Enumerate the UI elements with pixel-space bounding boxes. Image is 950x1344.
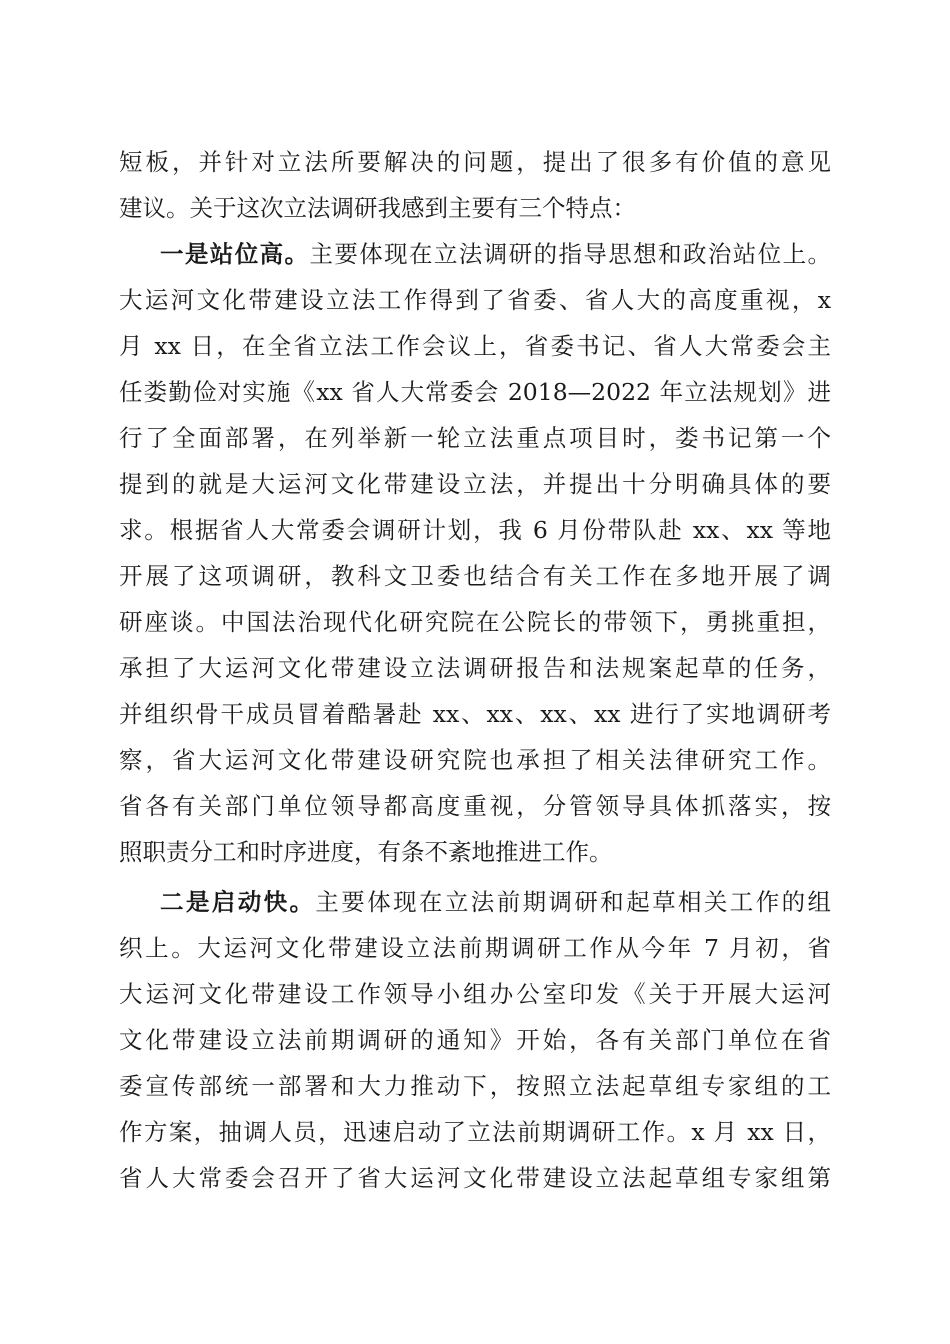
section1-line: 开展了这项调研，教科文卫委也结合有关工作在多地开展了调 <box>119 562 831 590</box>
section1-line: 任娄勤俭对实施《xx 省人大常委会 2018—2022 年立法规划》进 <box>119 378 831 406</box>
section1-line: 行了全面部署，在列举新一轮立法重点项目时，娄书记第一个 <box>119 424 831 452</box>
intro-line-1: 短板，并针对立法所要解决的问题，提出了很多有价值的意见 <box>119 148 831 176</box>
section2-line: 委宣传部统一部署和大力推动下，按照立法起草组专家组的工 <box>119 1072 831 1100</box>
section1-line: 大运河文化带建设立法工作得到了省委、省人大的高度重视，x <box>119 286 831 314</box>
section1-line: 研座谈。中国法治现代化研究院在公院长的带领下，勇挑重担， <box>119 608 831 636</box>
section2-line: 大运河文化带建设工作领导小组办公室印发《关于开展大运河 <box>119 980 831 1008</box>
section2-first-line-text: 主要体现在立法前期调研和起草相关工作的组 <box>315 888 832 916</box>
section1-line: 察，省大运河文化带建设研究院也承担了相关法律研究工作。 <box>119 746 831 774</box>
section1-line: 承担了大运河文化带建设立法调研报告和法规案起草的任务， <box>119 654 831 682</box>
section2-first-line <box>160 882 831 922</box>
section2-line: 织上。大运河文化带建设立法前期调研工作从今年 7 月初，省 <box>119 934 831 962</box>
section2-line: 文化带建设立法前期调研的通知》开始，各有关部门单位在省 <box>119 1026 831 1054</box>
section1-line: 月 xx 日，在全省立法工作会议上，省委书记、省人大常委会主 <box>119 332 831 360</box>
section2-line: 省人大常委会召开了省大运河文化带建设立法起草组专家组第 <box>119 1164 831 1192</box>
intro-line-2: 建议。关于这次立法调研我感到主要有三个特点： <box>119 194 636 222</box>
section1-lead: 一是站位高。 <box>160 240 310 268</box>
section1-line: 并组织骨干成员冒着酷暑赴 xx、xx、xx、xx 进行了实地调研考 <box>119 700 831 728</box>
section1-line: 照职责分工和时序进度，有条不紊地推进工作。 <box>119 838 613 866</box>
section1-first-line-text: 主要体现在立法调研的指导思想和政治站位上。 <box>309 240 832 268</box>
section1-line: 提到的就是大运河文化带建设立法，并提出十分明确具体的要 <box>119 470 831 498</box>
section2-line: 作方案，抽调人员，迅速启动了立法前期调研工作。x 月 xx 日， <box>119 1118 831 1146</box>
section1-first-line <box>160 234 831 274</box>
section1-line: 求。根据省人大常委会调研计划，我 6 月份带队赴 xx、xx 等地 <box>119 516 831 544</box>
section2-lead: 二是启动快。 <box>160 888 316 916</box>
section1-line: 省各有关部门单位领导都高度重视，分管领导具体抓落实，按 <box>119 792 831 820</box>
